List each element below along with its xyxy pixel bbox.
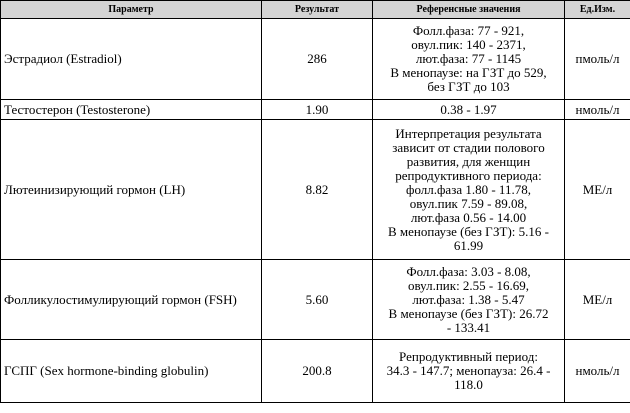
reference-line: 61.99 — [453, 237, 484, 253]
table-row — [1, 19, 630, 100]
parameter-cell: Фолликулостимулирующий гормон (FSH) — [1, 260, 262, 340]
parameter-cell: Эстрадиол (Estradiol) — [1, 19, 262, 100]
reference-line: В менопаузе (без ГЗТ): 5.16 - — [388, 223, 549, 239]
reference-line: развития, для женщин — [406, 153, 531, 169]
table-row — [1, 120, 630, 260]
parameter-cell: Тестостерон (Testosterone) — [1, 100, 262, 120]
reference-line: овул.пик: 140 - 2371, — [411, 37, 526, 52]
reference-line: - 133.41 — [446, 319, 491, 335]
table-row — [1, 340, 630, 403]
reference-line: Интерпретация результата — [395, 125, 542, 141]
result-cell: 8.82 — [262, 120, 373, 260]
reference-line: лют.фаза: 1.38 - 5.47 — [412, 291, 525, 307]
header-row — [1, 1, 630, 19]
header-reference: Референсные значения — [373, 1, 565, 19]
reference-line: репродуктивного периода: — [395, 167, 542, 183]
reference-cell — [373, 260, 565, 340]
unit-cell: пмоль/л — [565, 19, 630, 100]
reference-cell — [373, 100, 565, 120]
reference-line: Фолл.фаза: 77 - 921, — [412, 23, 525, 38]
reference-line: овул.пик 7.59 - 89.08, — [409, 195, 528, 211]
reference-line: зависит от стадии полового — [392, 139, 545, 155]
reference-line: овул.пик: 2.55 - 16.69, — [407, 277, 530, 293]
table-row — [1, 100, 630, 120]
reference-cell — [373, 19, 565, 100]
reference-cell — [373, 120, 565, 260]
unit-cell: МЕ/л — [565, 260, 630, 340]
unit-cell: МЕ/л — [565, 120, 630, 260]
table-row — [1, 260, 630, 340]
reference-line: без ГЗТ до 103 — [427, 79, 510, 94]
table-body — [1, 19, 630, 403]
reference-line: Репродуктивный период: — [399, 349, 538, 364]
reference-line: фолл.фаза 1.80 - 11.78, — [406, 181, 531, 197]
parameter-cell: Лютеинизирующий гормон (LH) — [1, 120, 262, 260]
table-header — [1, 1, 630, 19]
reference-line: лют.фаза 0.56 - 14.00 — [410, 209, 527, 225]
reference-line: 118.0 — [454, 377, 483, 392]
result-cell: 1.90 — [262, 100, 373, 120]
reference-cell — [373, 340, 565, 403]
unit-cell: нмоль/л — [565, 100, 630, 120]
reference-line: 0.38 - 1.97 — [440, 101, 497, 117]
header-unit: Ед.Изм. — [565, 1, 630, 19]
result-cell: 200.8 — [262, 340, 373, 403]
reference-line: лют.фаза: 77 - 1145 — [415, 51, 522, 66]
header-parameter: Параметр — [1, 1, 262, 19]
reference-line: В менопаузе (без ГЗТ): 26.72 — [388, 305, 549, 321]
reference-line: Фолл.фаза: 3.03 - 8.08, — [406, 263, 531, 279]
parameter-cell: ГСПГ (Sex hormone-binding globulin) — [1, 340, 262, 403]
result-cell: 286 — [262, 19, 373, 100]
header-result: Результат — [262, 1, 373, 19]
result-cell: 5.60 — [262, 260, 373, 340]
unit-cell: нмоль/л — [565, 340, 630, 403]
reference-line: В менопаузе: на ГЗТ до 529, — [390, 65, 547, 80]
reference-line: 34.3 - 147.7; менопауза: 26.4 - — [386, 363, 551, 378]
